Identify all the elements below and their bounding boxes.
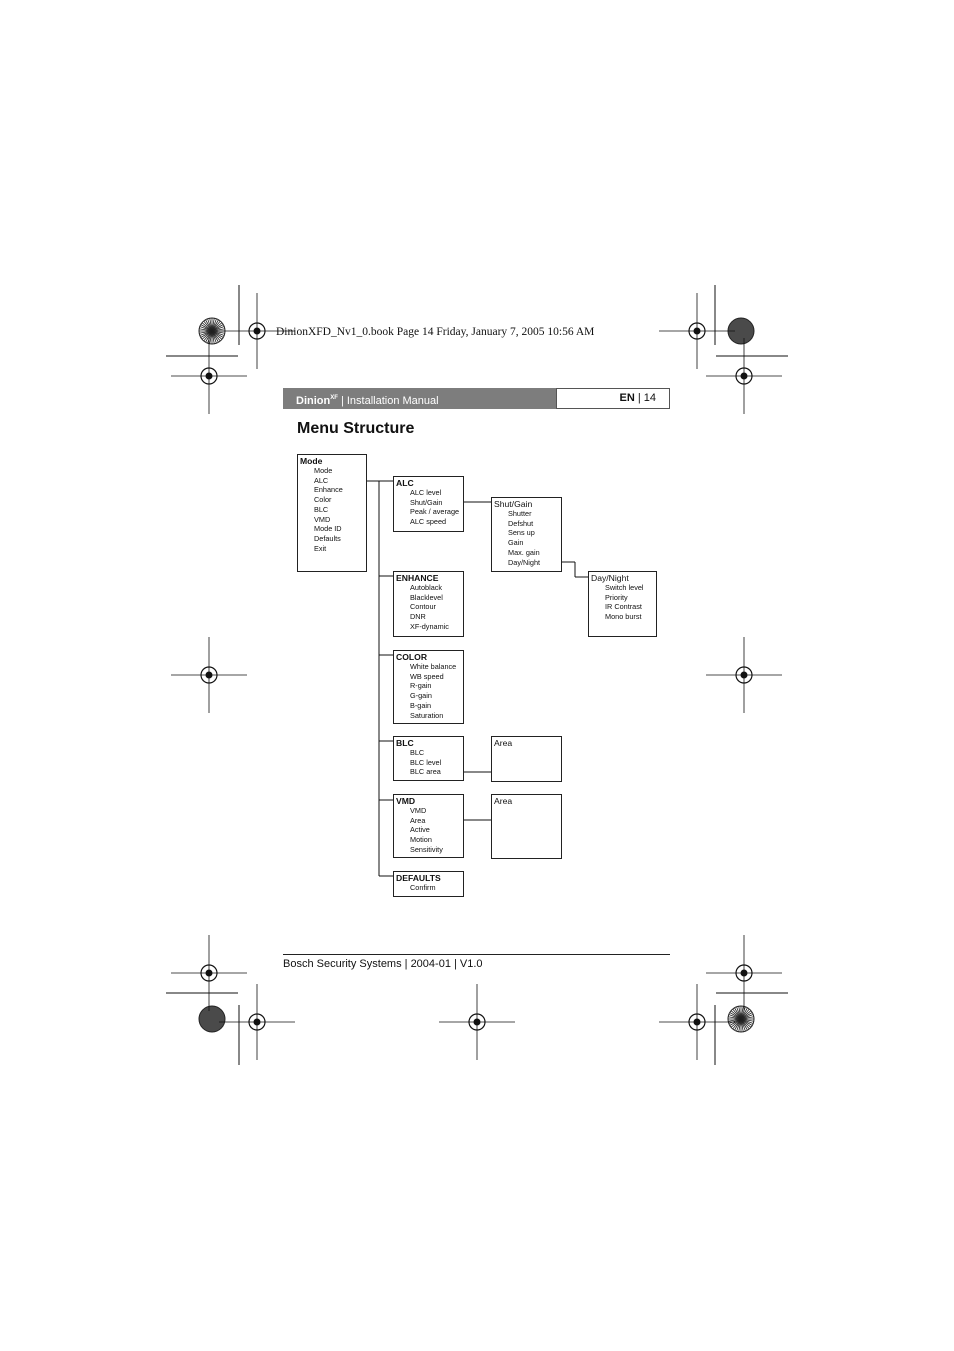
menu-item: BLC area <box>410 767 441 777</box>
footer-rule <box>283 954 670 955</box>
menu-item: DNR <box>410 612 426 622</box>
registration-dot <box>254 1019 261 1026</box>
menu-box-title: ALC <box>396 478 414 488</box>
menu-box-title: DEFAULTS <box>396 873 441 883</box>
registration-dot <box>474 1019 481 1026</box>
menu-box-title: Shut/Gain <box>494 499 533 509</box>
menu-item: B-gain <box>410 700 432 710</box>
menu-box-shutgain <box>491 497 562 572</box>
menu-item: BLC level <box>410 757 442 767</box>
registration-dot <box>694 328 701 335</box>
menu-item: ALC level <box>410 488 442 497</box>
registration-dot <box>254 328 261 335</box>
brand-superscript: XF <box>330 395 338 401</box>
file-slug: DinionXFD_Nv1_0.book Page 14 Friday, January 7, 2005 10:56 AM <box>276 326 595 338</box>
menu-item: Peak / average <box>410 507 460 517</box>
menu-item: BLC <box>314 504 329 514</box>
brand-name: Dinion <box>296 395 331 407</box>
registration-dot <box>741 970 748 977</box>
menu-item: Autoblack <box>410 583 443 592</box>
menu-item: G-gain <box>410 691 432 701</box>
menu-box-vmd-area <box>491 794 562 859</box>
menu-box-title: Area <box>494 738 513 748</box>
menu-item: Switch level <box>605 583 644 592</box>
menu-item: Mode ID <box>314 524 342 534</box>
registration-dot <box>741 672 748 679</box>
menu-item: IR Contrast <box>605 602 642 612</box>
menu-box-daynight <box>588 571 657 637</box>
menu-item: Contour <box>410 602 436 612</box>
menu-item: VMD <box>314 514 331 524</box>
menu-box-title: Area <box>494 796 513 806</box>
menu-box-alc <box>393 476 464 532</box>
menu-item: Color <box>314 495 332 505</box>
manual-title: | Installation Manual <box>337 395 439 407</box>
menu-item: Mode <box>314 466 333 475</box>
registration-dot <box>694 1019 701 1026</box>
menu-item: Active <box>410 825 430 835</box>
menu-item: Defaults <box>314 533 341 543</box>
menu-item: Max. gain <box>508 547 540 557</box>
page-title: Menu Structure <box>297 420 415 437</box>
menu-box-blc <box>393 736 464 781</box>
menu-box-defaults <box>393 871 464 897</box>
menu-box-color <box>393 650 464 724</box>
menu-box-title: Day/Night <box>591 573 629 583</box>
menu-box-blc-area <box>491 736 562 782</box>
registration-dot <box>206 672 213 679</box>
menu-item: Blacklevel <box>410 592 443 602</box>
language-code: EN <box>619 392 635 404</box>
header-page <box>556 388 670 409</box>
menu-item: Mono burst <box>605 612 642 622</box>
menu-item: Gain <box>508 538 524 548</box>
menu-item: Sens up <box>508 528 535 538</box>
menu-item: BLC <box>410 748 425 757</box>
menu-item: Priority <box>605 592 628 602</box>
menu-item: Saturation <box>410 710 444 720</box>
menu-item: Shutter <box>508 509 532 518</box>
menu-item: ALC speed <box>410 517 447 527</box>
page-number: | 14 <box>634 392 656 404</box>
menu-box-vmd <box>393 794 464 858</box>
menu-box-title: BLC <box>396 738 414 748</box>
menu-item: WB speed <box>410 671 444 681</box>
menu-item: White balance <box>410 662 457 671</box>
menu-box-title: VMD <box>396 796 416 806</box>
menu-item: Motion <box>410 835 432 845</box>
menu-item: ALC <box>314 475 329 485</box>
menu-box-title: Mode <box>300 456 323 466</box>
menu-item: Defshut <box>508 518 534 528</box>
registration-dot <box>206 970 213 977</box>
menu-box-title: ENHANCE <box>396 573 439 583</box>
menu-box-enhance <box>393 571 464 637</box>
menu-box-mode <box>297 454 367 572</box>
menu-item: Day/Night <box>508 557 541 567</box>
menu-item: Shut/Gain <box>410 497 443 507</box>
menu-item: Area <box>410 815 426 825</box>
gray-patch <box>199 1006 225 1032</box>
menu-item: VMD <box>410 806 427 815</box>
menu-item: Enhance <box>314 485 343 495</box>
menu-item: Exit <box>314 543 327 553</box>
menu-item: Sensitivity <box>410 844 443 854</box>
registration-dot <box>741 373 748 380</box>
footer-text: Bosch Security Systems | 2004-01 | V1.0 <box>283 958 483 970</box>
menu-box-title: COLOR <box>396 652 428 662</box>
menu-item: XF-dynamic <box>410 621 449 631</box>
menu-item: R-gain <box>410 681 432 691</box>
header-bar <box>283 388 556 409</box>
registration-dot <box>206 373 213 380</box>
menu-item: Confirm <box>410 883 436 892</box>
